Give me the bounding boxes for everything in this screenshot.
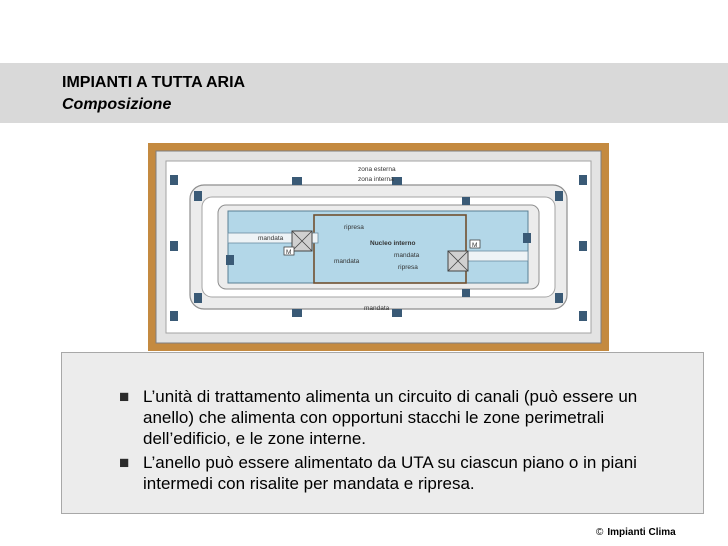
slide-subtitle: Composizione xyxy=(62,96,172,113)
header-band xyxy=(0,63,728,123)
label-mandata-center: mandata xyxy=(334,258,360,265)
duct-ring-diagram xyxy=(148,143,609,351)
label-mandata-left: mandata xyxy=(258,235,284,242)
core-zone xyxy=(228,211,528,283)
copyright-symbol: © xyxy=(596,527,604,538)
label-zona-esterna: zona esterna xyxy=(358,166,396,173)
footer-brand: Impianti Clima xyxy=(607,527,676,538)
label-mandata-bottom: mandata xyxy=(364,305,390,312)
motor-right-label: M xyxy=(472,242,478,249)
label-nucleo-interno: Nucleo interno xyxy=(370,240,416,247)
bullet-marker: ■ xyxy=(119,387,130,406)
motor-left-label: M xyxy=(286,249,292,256)
label-mandata-right: mandata xyxy=(394,252,420,259)
label-ripresa-right: ripresa xyxy=(398,264,418,271)
label-zona-interna: zona interna xyxy=(358,176,394,183)
label-ripresa-top: ripresa xyxy=(344,224,364,231)
bullet-text-2: L’anello può essere alimentato da UTA su ciascun piano o in piani intermedi con risalite per mandata e ripresa. xyxy=(143,453,637,493)
bullet-text-1: L’unità di trattamento alimenta un circuito di canali (può essere un anello) che alimenta con opportuni stacchi le zone perimetrali dell’edificio, e le zone interne. xyxy=(143,387,638,448)
footer xyxy=(596,527,676,538)
slide-title: IMPIANTI A TUTTA ARIA xyxy=(62,74,246,91)
bullet-marker: ■ xyxy=(119,453,130,472)
